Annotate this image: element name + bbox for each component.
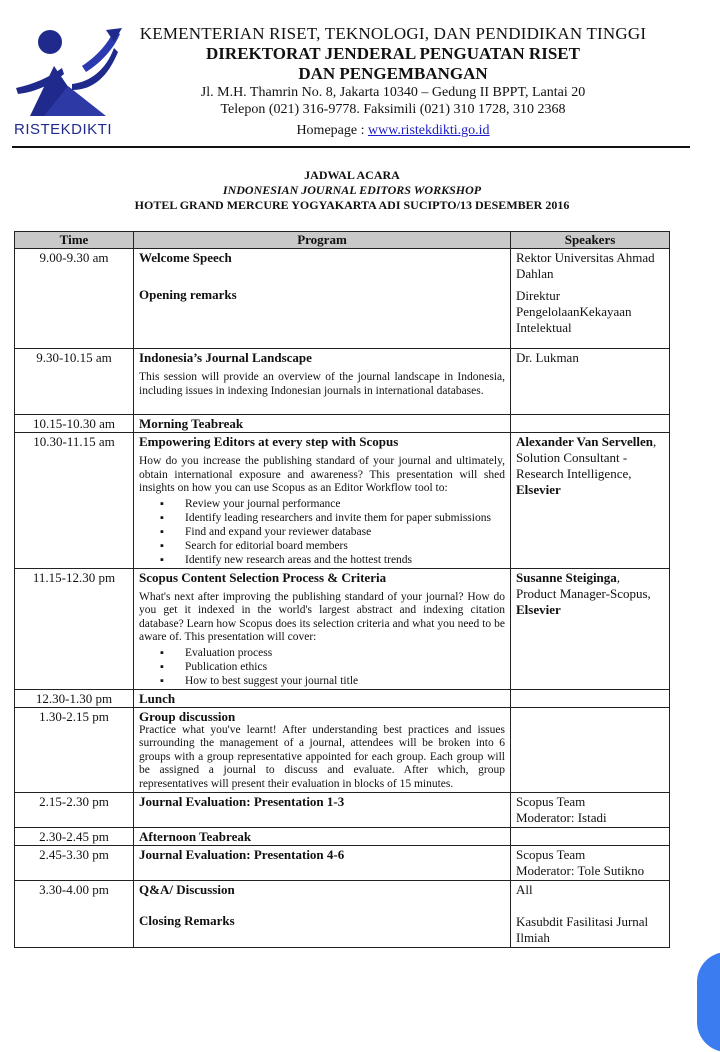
time-cell: 3.30-4.00 pm <box>15 881 134 948</box>
logo-text: RISTEKDIKTI <box>14 121 113 138</box>
time-cell: 1.30-2.15 pm <box>15 707 134 793</box>
speaker-name-suffix: , <box>653 434 657 449</box>
directorate-name-cont: DAN PENGEMBANGAN <box>298 64 488 83</box>
program-description: How do you increase the publishing standard of your journal and ultimately, obtain international exposure and awareness? This presentation will shed insights on how you can use Scopus as an Editor Workflow tool to: <box>139 455 505 494</box>
program-description: Practice what you've learnt! After understanding best practices and issues surrounding the management of a journal, attendees will be broken into 6 groups with a group representative appointed for each group. Each group will be assigned a journal to discuss and evaluate. After which, group representatives will present their evaluation in blocks of 15 minutes. <box>139 723 505 790</box>
list-item: ▪ Publication ethics <box>185 660 505 674</box>
time-cell: 9.30-10.15 am <box>15 349 134 415</box>
letterhead <box>128 24 658 141</box>
speaker-cell <box>511 433 670 569</box>
program-cell <box>134 433 511 569</box>
time-cell: 10.15-10.30 am <box>15 415 134 433</box>
program-title: Scopus Content Selection Process & Criteria <box>139 569 387 585</box>
table-row <box>15 415 670 433</box>
logo-emblem-icon <box>10 24 128 124</box>
speaker-name: Susanne Steiginga <box>516 569 617 585</box>
table-row <box>15 349 670 415</box>
table-row <box>15 433 670 569</box>
speaker: Scopus Team <box>516 794 586 809</box>
speaker-cell <box>511 568 670 689</box>
directorate-name: DIREKTORAT JENDERAL PENGUATAN RISET <box>206 44 580 63</box>
table-row <box>15 793 670 828</box>
speaker-role: Product Manager-Scopus, <box>516 585 651 601</box>
topic-list <box>139 646 505 688</box>
title-line-1: JADWAL ACARA <box>304 168 400 182</box>
ministry-name: KEMENTERIAN RISET, TEKNOLOGI, DAN PENDIDIKAN TINGGI <box>139 24 647 43</box>
table-row <box>15 249 670 349</box>
speaker-cell <box>511 349 670 415</box>
program-title: Morning Teabreak <box>139 416 244 431</box>
program-title: Journal Evaluation: Presentation 4-6 <box>139 847 345 862</box>
speaker-org: Elsevier <box>516 482 561 497</box>
table-row <box>15 689 670 707</box>
program-cell <box>134 793 511 828</box>
time-cell: 11.15-12.30 pm <box>15 568 134 689</box>
program-title: Closing Remarks <box>139 913 235 928</box>
header-program: Program <box>134 232 511 249</box>
speaker: Scopus Team <box>516 847 586 862</box>
program-cell <box>134 415 511 433</box>
time-cell: 9.00-9.30 am <box>15 249 134 349</box>
schedule-table <box>14 231 670 948</box>
speaker-name-suffix: , <box>616 569 621 585</box>
phone-fax: Telepon (021) 316-9778. Faksimili (021) 310 1728, 310 2368 <box>220 102 566 117</box>
program-cell <box>134 707 511 793</box>
speaker-role: Solution Consultant - Research Intelligence, <box>516 450 632 481</box>
program-cell <box>134 846 511 881</box>
speaker-cell <box>511 846 670 881</box>
program-title: Afternoon Teabreak <box>139 829 252 844</box>
speaker: Kasubdit Fasilitasi Jurnal Ilmiah <box>516 914 649 945</box>
speaker-cell <box>511 707 670 793</box>
program-cell <box>134 828 511 846</box>
speaker: Direktur PengelolaanKekayaan Intelektual <box>516 288 632 335</box>
speaker-org: Elsevier <box>516 601 561 617</box>
header-time: Time <box>15 232 134 249</box>
speaker-cell <box>511 415 670 433</box>
speaker-cell <box>511 793 670 828</box>
time-cell: 12.30-1.30 pm <box>15 689 134 707</box>
program-title: Q&A/ Discussion <box>139 882 235 897</box>
time-cell: 2.30-2.45 pm <box>15 828 134 846</box>
header-divider <box>12 146 690 148</box>
table-row <box>15 881 670 948</box>
program-title: Journal Evaluation: Presentation 1-3 <box>139 794 345 809</box>
homepage-label: Homepage : <box>296 123 368 138</box>
topic-list <box>139 497 505 567</box>
list-item: ▪ Search for editorial board members <box>185 539 505 553</box>
title-line-2: INDONESIAN JOURNAL EDITORS WORKSHOP <box>222 183 482 197</box>
speaker: Rektor Universitas Ahmad Dahlan <box>516 250 655 281</box>
table-row <box>15 707 670 793</box>
program-description: What's next after improving the publishing standard of your journal? How do you get it indexed in the world's largest abstract and indexing citation database? Learn how Scopus does its selection criteria and what you need to be aware of. This presentation will cover: <box>139 590 505 643</box>
table-row <box>15 568 670 689</box>
program-cell <box>134 249 511 349</box>
speaker-cell <box>511 689 670 707</box>
header-speakers: Speakers <box>511 232 670 249</box>
moderator: Moderator: Istadi <box>516 810 607 825</box>
program-cell <box>134 349 511 415</box>
program-title: Group discussion <box>139 708 236 724</box>
speaker: Dr. Lukman <box>516 350 579 365</box>
schedule-title <box>12 168 692 213</box>
list-item: ▪ Identify leading researchers and invite them for paper submissions <box>185 511 505 525</box>
time-cell: 2.15-2.30 pm <box>15 793 134 828</box>
list-item: ▪ Evaluation process <box>185 646 505 660</box>
table-row <box>15 828 670 846</box>
speaker: All <box>516 882 533 897</box>
speaker-name: Alexander Van Servellen <box>516 434 653 449</box>
address: Jl. M.H. Thamrin No. 8, Jakarta 10340 – Gedung II BPPT, Lantai 20 <box>200 85 586 100</box>
moderator: Moderator: Tole Sutikno <box>516 863 645 878</box>
title-line-3: HOTEL GRAND MERCURE YOGYAKARTA ADI SUCIPTO/13 DESEMBER 2016 <box>134 198 570 212</box>
program-cell <box>134 689 511 707</box>
program-cell <box>134 881 511 948</box>
time-cell: 10.30-11.15 am <box>15 433 134 569</box>
list-item: ▪ Find and expand your reviewer database <box>185 525 505 539</box>
list-item: ▪ Review your journal performance <box>185 497 505 511</box>
program-title: Lunch <box>139 690 176 706</box>
list-item: ▪ Identify new research areas and the hottest trends <box>185 553 505 567</box>
program-title: Indonesia’s Journal Landscape <box>139 350 312 365</box>
program-description: This session will provide an overview of the journal landscape in Indonesia, including issues in indexing Indonesian journals in international databases. <box>139 371 505 397</box>
program-title: Opening remarks <box>139 287 237 302</box>
speaker-line <box>516 570 664 586</box>
speaker-cell <box>511 881 670 948</box>
homepage <box>128 121 658 141</box>
floating-blue-edge <box>697 952 720 1052</box>
list-item: ▪ How to best suggest your journal title <box>185 674 505 688</box>
program-title: Empowering Editors at every step with Scopus <box>139 434 399 449</box>
table-row <box>15 846 670 881</box>
homepage-link[interactable]: www.ristekdikti.go.id <box>367 123 490 138</box>
speaker-cell <box>511 828 670 846</box>
speaker-line <box>516 434 664 450</box>
time-cell: 2.45-3.30 pm <box>15 846 134 881</box>
speaker-cell <box>511 249 670 349</box>
table-header-row <box>15 232 670 249</box>
program-cell <box>134 568 511 689</box>
program-title: Welcome Speech <box>139 250 232 265</box>
